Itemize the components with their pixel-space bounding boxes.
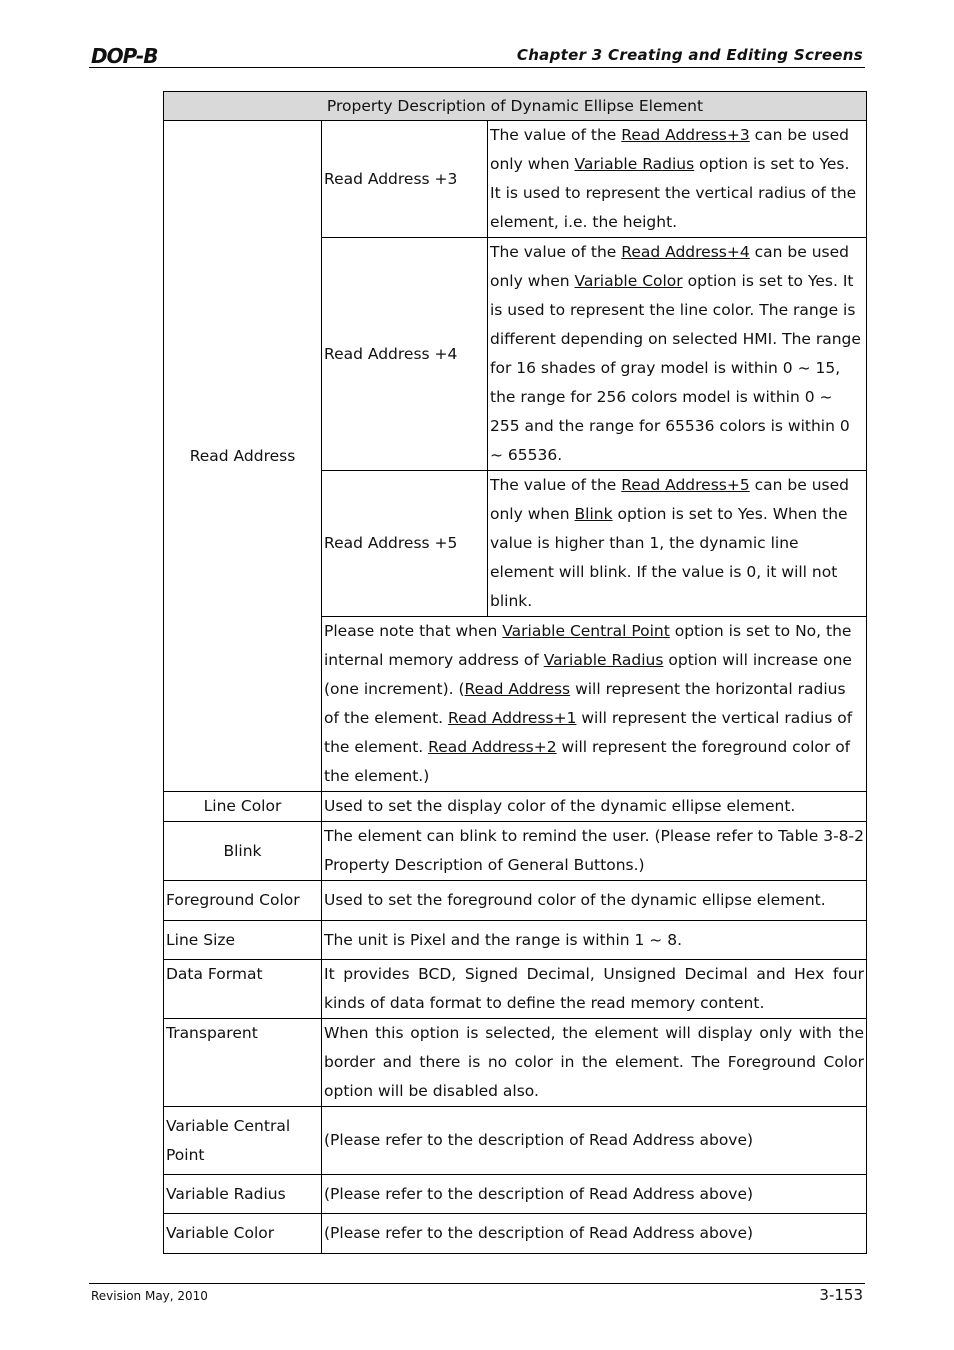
property-label: Variable Color — [164, 1214, 322, 1254]
read-address-note: Please note that when Variable Central Point option is set to No, the internal memory address of Variable Radius option will increase one (one increment). (Read Address will represent the horizontal radius of the element. Read Address+1 will represent the vertical radius of the element. Read Address+2 will represent the foreground color of the element.) — [322, 617, 867, 792]
inline-reference: Variable Color — [574, 272, 683, 290]
inline-reference: Read Address+5 — [621, 476, 750, 494]
page-number: 3-153 — [819, 1286, 863, 1304]
property-desc: Used to set the foreground color of the dynamic ellipse element. — [322, 881, 867, 921]
sub-property-label: Read Address +4 — [322, 238, 488, 471]
property-label: Line Color — [164, 792, 322, 822]
table-row — [164, 960, 867, 1019]
sub-property-desc: The value of the Read Address+3 can be used only when Variable Radius option is set to Yes. It is used to represent the vertical radius of the element, i.e. the height. — [488, 121, 867, 238]
property-desc: The unit is Pixel and the range is within 1 ~ 8. — [322, 921, 867, 960]
inline-reference: Read Address+3 — [621, 126, 750, 144]
property-desc: The element can blink to remind the user. (Please refer to Table 3-8-2 Property Description of General Buttons.) — [322, 822, 867, 881]
chapter-title: Chapter 3 Creating and Editing Screens — [516, 46, 863, 64]
table-row — [164, 1175, 867, 1214]
inline-reference: Variable Central Point — [502, 622, 670, 640]
table-row — [164, 881, 867, 921]
inline-reference: Variable Radius — [574, 155, 695, 173]
property-label: Variable Central Point — [164, 1107, 322, 1175]
sub-property-label: Read Address +3 — [322, 121, 488, 238]
property-desc: (Please refer to the description of Read Address above) — [322, 1214, 867, 1254]
sub-property-desc: The value of the Read Address+4 can be used only when Variable Color option is set to Yes. It is used to represent the line color. The range is different depending on selected HMI. The range for 16 shades of gray model is within 0 ~ 15, the range for 256 colors model is within 0 ~ 255 and the range for 65536 colors is within 0 ~ 65536. — [488, 238, 867, 471]
property-desc: When this option is selected, the element will display only with the border and there is no color in the element. The Foreground Color option will be disabled also. — [322, 1019, 867, 1107]
property-label: Transparent — [164, 1019, 322, 1107]
revision-text: Revision May, 2010 — [91, 1289, 208, 1303]
page-header — [89, 40, 865, 68]
property-desc: It provides BCD, Signed Decimal, Unsigned Decimal and Hex four kinds of data format to define the read memory content. — [322, 960, 867, 1019]
table-row — [164, 792, 867, 822]
brand-logo: DOP-B — [91, 44, 158, 68]
table-row — [164, 121, 867, 238]
table-row — [164, 822, 867, 881]
table-title-row — [164, 92, 867, 121]
property-label: Foreground Color — [164, 881, 322, 921]
property-desc: (Please refer to the description of Read Address above) — [322, 1175, 867, 1214]
property-label: Blink — [164, 822, 322, 881]
table-row — [164, 921, 867, 960]
inline-reference: Read Address+1 — [448, 709, 577, 727]
read-address-label: Read Address — [164, 121, 322, 792]
property-label: Data Format — [164, 960, 322, 1019]
property-desc: Used to set the display color of the dynamic ellipse element. — [322, 792, 867, 822]
table-row — [164, 1214, 867, 1254]
page-footer — [89, 1283, 865, 1304]
inline-reference: Variable Radius — [543, 651, 664, 669]
sub-property-label: Read Address +5 — [322, 471, 488, 617]
property-table — [163, 91, 867, 1254]
inline-reference: Read Address — [464, 680, 571, 698]
inline-reference: Blink — [574, 505, 613, 523]
sub-property-desc: The value of the Read Address+5 can be used only when Blink option is set to Yes. When the value is higher than 1, the dynamic line element will blink. If the value is 0, it will not blink. — [488, 471, 867, 617]
property-desc: (Please refer to the description of Read Address above) — [322, 1107, 867, 1175]
property-label: Variable Radius — [164, 1175, 322, 1214]
table-row — [164, 1019, 867, 1107]
table-title: Property Description of Dynamic Ellipse Element — [164, 92, 867, 121]
table-row — [164, 1107, 867, 1175]
inline-reference: Read Address+4 — [621, 243, 750, 261]
property-label: Line Size — [164, 921, 322, 960]
inline-reference: Read Address+2 — [428, 738, 557, 756]
